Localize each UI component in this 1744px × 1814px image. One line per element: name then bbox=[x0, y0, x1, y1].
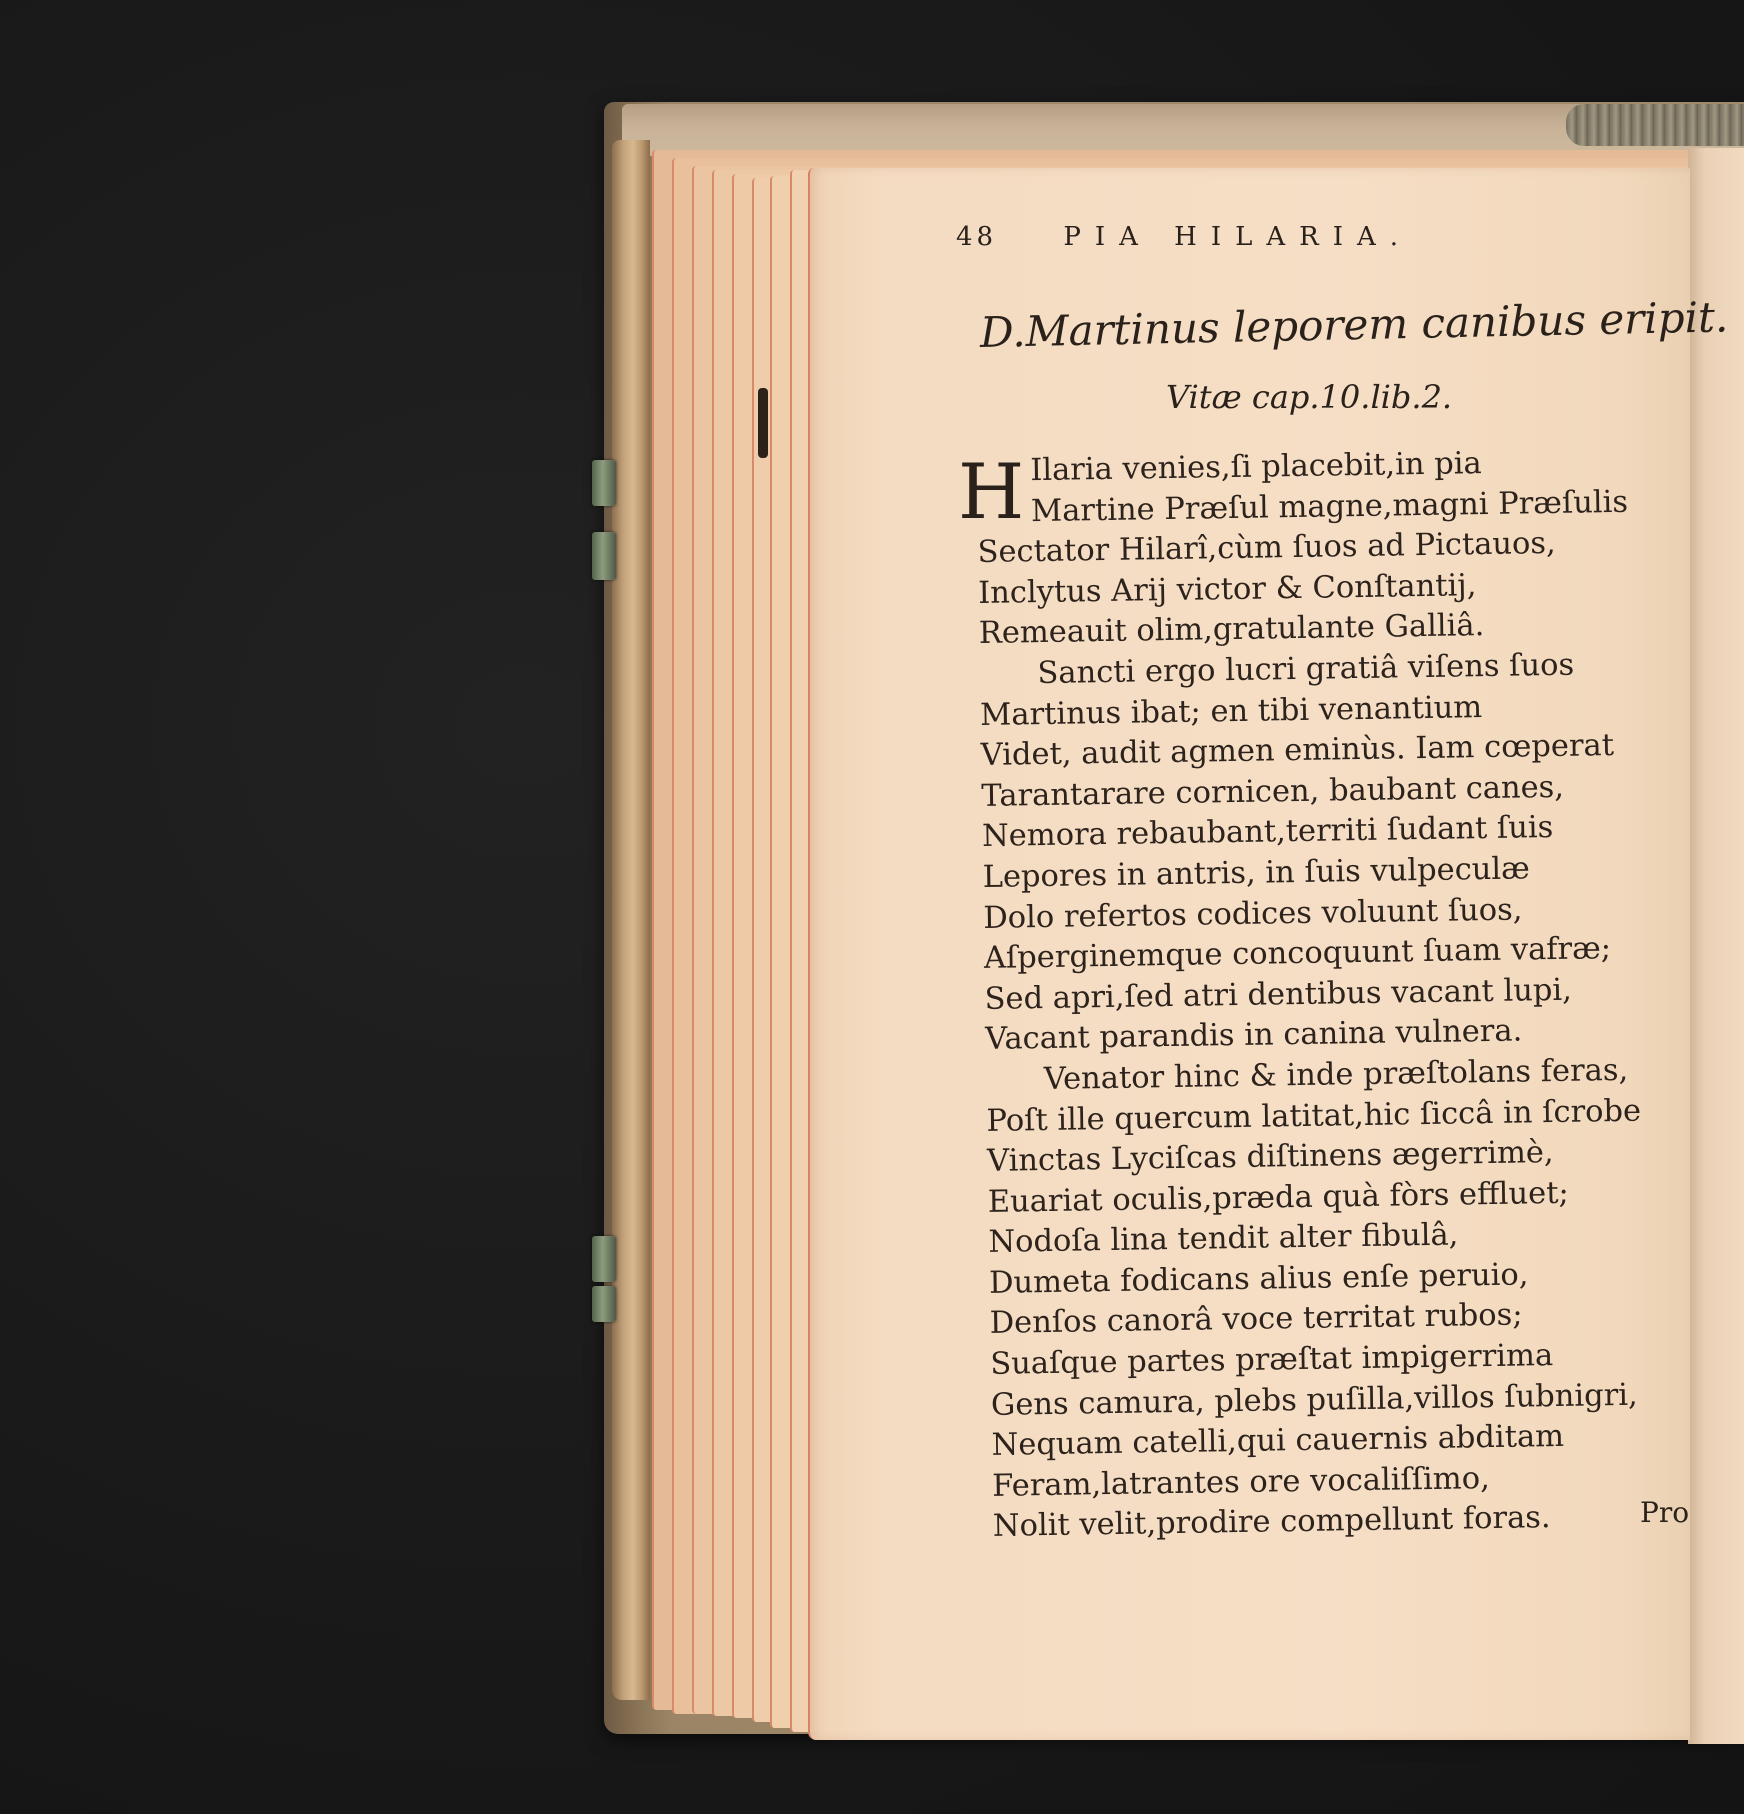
clasp-icon bbox=[592, 460, 616, 506]
poem-line: Inclytus Arij victor & Conſtantij, bbox=[977, 567, 1477, 611]
poem-line: Vinctas Lyciſcas diſtinens ægerrimè, bbox=[986, 1135, 1554, 1180]
poem-line: Sectator Hilarî,cùm ſuos ad Pictauos, bbox=[977, 526, 1557, 571]
headband bbox=[1566, 104, 1744, 146]
clasp-icon bbox=[592, 532, 616, 580]
catchword: Pro bbox=[1640, 1496, 1690, 1529]
poem-line: Poſt ille quercum latitat,hic ſiccâ in ſcrobe bbox=[986, 1093, 1642, 1139]
poem-line: Vacant parandis in canina vulnera. bbox=[984, 1013, 1523, 1058]
poem-line: Ilaria venies,ſi placebit,in pia bbox=[1030, 446, 1482, 489]
clasp-icon bbox=[592, 1236, 616, 1282]
running-head-title: PIA HILARIA. bbox=[1063, 222, 1413, 252]
poem-line: Dolo refertos codices voluunt ſuos, bbox=[983, 892, 1523, 936]
drop-cap: H bbox=[958, 447, 1025, 536]
poem-line: Venator hinc & inde præſtolans feras, bbox=[1043, 1052, 1629, 1097]
book-fore-edge bbox=[612, 140, 650, 1700]
poem-line: Nemora rebaubant,territi ſudant ſuis bbox=[981, 810, 1554, 855]
poem-line: Sed apri,ſed atri dentibus vacant lupi, bbox=[984, 972, 1573, 1017]
poem-line: Tarantarare cornicen, baubant canes, bbox=[981, 769, 1565, 814]
poem-line: Denſos canorâ voce territat rubos; bbox=[989, 1297, 1523, 1342]
poem-line: Nolit velit,prodire compellunt foras. bbox=[992, 1500, 1551, 1545]
section-title: D.Martinus leporem canibus eripit. bbox=[979, 292, 1729, 357]
poem-line: Gens camura, plebs puſilla,villos ſubnigri, bbox=[990, 1377, 1638, 1423]
poem-line: Remeauit olim,gratulante Galliâ. bbox=[978, 608, 1485, 652]
page-number: 48 bbox=[956, 222, 998, 252]
poem-line: Nodoſa lina tendit alter fibulâ, bbox=[988, 1217, 1459, 1261]
poem-line: Videt, audit agmen eminùs. Iam cœperat bbox=[980, 728, 1615, 774]
section-source: Vitæ cap.10.lib.2. bbox=[1166, 378, 1453, 416]
running-head bbox=[956, 222, 1412, 252]
poem-line: Suaſque partes præſtat impigerrima bbox=[990, 1338, 1554, 1382]
poem-line: Aſperginemque concoquunt ſuam vafræ; bbox=[983, 931, 1612, 977]
poem-line: Euariat oculis,præda quà fòrs effluet; bbox=[987, 1175, 1570, 1220]
poem bbox=[976, 441, 1693, 1548]
gutter-mark bbox=[758, 388, 768, 458]
poem-line: Martinus ibat; en tibi venantium bbox=[979, 689, 1483, 733]
poem-line: Lepores in antris, in ſuis vulpeculæ bbox=[982, 851, 1531, 895]
poem-line: Sancti ergo lucri gratiâ viſens ſuos bbox=[1037, 647, 1575, 692]
clasp-icon bbox=[592, 1286, 616, 1322]
poem-line: Feram,latrantes ore vocaliſſimo, bbox=[991, 1460, 1491, 1504]
poem-line: Martine Præſul magne,magni Præſulis bbox=[1030, 484, 1629, 529]
poem-line: Nequam catelli,qui cauernis abditam bbox=[991, 1419, 1565, 1464]
facing-page bbox=[1688, 148, 1744, 1744]
poem-line: Dumeta fodicans alius enſe peruio, bbox=[988, 1257, 1529, 1301]
